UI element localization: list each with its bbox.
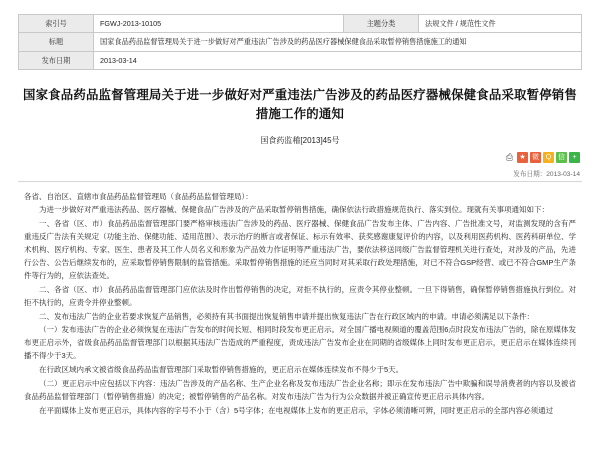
meta-value-index: FGWJ-2013-10105: [94, 15, 344, 33]
body-paragraph: 二、发布违法广告的企业若要求恢复产品销售，必须持有其书面提出恢复销售申请并提出恢复违法广告在行政区域内的申请。申请必须满足以下条件：: [39, 311, 534, 321]
document-number: 国食药监稽[2013]45号: [260, 135, 340, 145]
meta-label-category: 主题分类: [344, 15, 419, 33]
meta-value-publish-date: 2013-03-14: [94, 51, 582, 69]
publish-date-text: 发布日期：2013-03-14: [513, 170, 580, 178]
publish-date-row: [18, 168, 582, 178]
body-paragraph: 在平面媒体上发布更正启示，具体内容的字号不小于（含）5号字体；在电视媒体上发布的更正启示，字体必须清晰可辨，同时更正启示的全部内容必须通过: [39, 405, 554, 415]
wechat-share-icon[interactable]: 信: [558, 153, 565, 161]
more-share-icon[interactable]: +: [569, 152, 580, 163]
document-body: [18, 191, 582, 418]
body-paragraph: 在行政区域内承文被省级食品药品监督管理部门采取暂停销售措施的，更正启示在媒体连续发布不得少于5天。: [39, 365, 404, 375]
share-toolbar[interactable]: [18, 152, 582, 163]
favorite-icon[interactable]: ★: [517, 152, 528, 163]
table-row: [19, 51, 582, 69]
title-block: [18, 86, 582, 124]
meta-label-publish-date: 发布日期: [19, 51, 94, 69]
meta-label-index: 索引号: [19, 15, 94, 33]
table-row: [19, 15, 582, 33]
print-icon[interactable]: ⎙: [505, 151, 514, 162]
qzone-share-icon[interactable]: Q: [543, 152, 554, 163]
body-paragraph: （一）发布违法广告的企业必须恢复在违法广告发布的时间长短、相同时段发布更正启示。对全国广播电视频道的覆盖范围6点时段发布违法广告的，除在原媒体发布更正启示外，省级食品药品监督管理部门以根据其违法广告造成的严重程度，责成违法广告发布企业在同期的省级媒体上同时发布更正启示，更正启示在媒体连续刊播不得少于3天。: [24, 325, 576, 361]
meta-value-title: 国家食品药品监督管理局关于进一步做好对严重违法广告涉及的药品医疗器械保健食品采取暂停销售措施施工的通知: [94, 33, 582, 51]
body-paragraph: 各省、自治区、直辖市食品药品监督管理局（食品药品监督管理局）：: [24, 191, 253, 201]
meta-table-body: [19, 15, 582, 70]
body-paragraph: 一、各省（区、市）食品药品监督管理部门要严格审核违法广告涉及的药品、医疗器械、保健食品广告发布主体、广告内容、广告批准文号，对监测发现的含有严重违反广告法有关规定（功能主治、保健功能、适用范围）、表示治疗的断言或者保证、标示有效率、获奖感谢康复评价的内容，以及利用医药机构、医药科研单位、学术机构、医疗机构、专家、医生、患者及其工作人员名义和形象为产品效力作证明等严重违法广告，要依法移送同级广告监督管理机关进行查处，对涉及的产品，先进行公告、公告后继续发布的，应采取暂停销售限制的监管措施。采取暂停销售措施的还应当同时对其采取行政处理措施，对已不符合GSP经营、或已不符合GMP生产条件等行为的，应依法查处。: [24, 219, 576, 280]
body-paragraph: 为进一步做好对严重违法药品、医疗器械、保健食品广告涉及的产品采取暂停销售措施，确保依法行政措施规范执行、落实到位。现就有关事项通知如下：: [39, 205, 549, 215]
weibo-share-icon[interactable]: 微: [532, 153, 539, 161]
table-row: [19, 33, 582, 51]
meta-value-category: 法规文件 / 规范性文件: [419, 15, 582, 33]
body-paragraph: （二）更正启示中应包括以下内容：违法广告涉及的产品名称、生产企业名称及发布违法广告企业名称；即示在发布违法广告中欺骗和误导消费者的内容以及被省食品药品监督管理部门（暂停销售措施）的决定；被暂停销售的产品名称。对发布违法广告为行为公众数据并被正确宣传更正启示具体内容。: [24, 378, 576, 401]
document-meta-table: [18, 14, 582, 70]
body-paragraph: 二、各省（区、市）食品药品监督管理部门应依法及时作出暂停销售的决定，对拒不执行的，应责令其停业整顿。一旦下得销售，确保暂停销售措施执行到位。对拒不执行的，应责令并停业整顿。: [24, 284, 576, 307]
meta-label-title: 标题: [19, 33, 94, 51]
divider: [18, 181, 582, 182]
page-title: 国家食品药品监督管理局关于进一步做好对严重违法广告涉及的药品医疗器械保健食品采取暂停销售措施工作的通知: [23, 88, 577, 122]
